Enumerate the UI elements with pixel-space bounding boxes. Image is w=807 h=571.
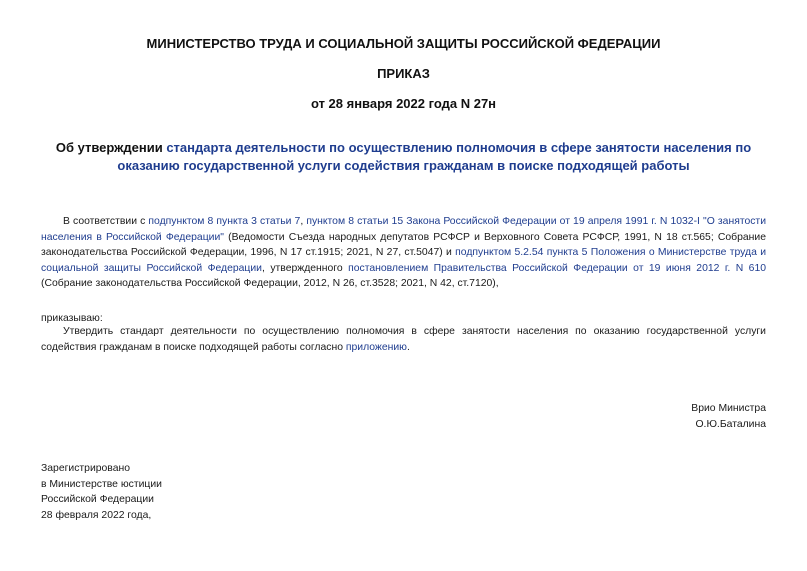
- signatory-name: О.Ю.Баталина: [695, 418, 766, 430]
- basis-paragraph: [41, 214, 766, 292]
- document-title: [30, 139, 777, 175]
- resolution-text: Утвердить стандарт деятельности по осуществлению полномочия в сфере занятости населения по оказанию государственной услуги содействия гражданам в поиске подходящей работы согласно: [41, 326, 766, 353]
- basis-text-1: В соответствии с: [63, 216, 149, 227]
- registration-block: [41, 461, 162, 523]
- registration-line-3: Российской Федерации: [41, 494, 154, 505]
- signature-block: [691, 401, 766, 432]
- law-article-15-link[interactable]: пунктом 8 статьи 15 Закона Российской Федерации от 19 апреля 1991 г. N 1032-I "О занятости населения в Российской Федерации": [41, 216, 766, 243]
- basis-text-2: ,: [300, 216, 307, 227]
- document-date: от 28 января 2022 года N 27н: [310, 96, 497, 111]
- registration-line-1: Зарегистрировано: [41, 463, 131, 474]
- signatory-position: Врио Министра: [691, 403, 766, 414]
- resolution-end: .: [406, 341, 410, 353]
- ministry-name: МИНИСТЕРСТВО ТРУДА И СОЦИАЛЬНОЙ ЗАЩИТЫ РОССИЙСКОЙ ФЕДЕРАЦИИ: [146, 36, 661, 51]
- basis-text-5: (Собрание законодательства Российской Федерации, 2012, N 26, ст.3528; 2021, N 42, ст.7120),: [41, 278, 499, 289]
- registration-line-2: в Министерстве юстиции: [41, 478, 162, 490]
- registration-line-4: 28 февраля 2022 года,: [41, 509, 152, 521]
- regulation-link[interactable]: подпунктом 5.2.54 пункта 5 Положения о Министерстве труда и социальной защиты Российской Федерации: [41, 247, 766, 274]
- appendix-link[interactable]: приложению: [345, 341, 407, 353]
- resolution-paragraph: [41, 324, 766, 355]
- document-type: ПРИКАЗ: [377, 66, 430, 81]
- law-article-7-link[interactable]: подпунктом 8 пункта 3 статьи 7: [148, 216, 301, 227]
- title-prefix: Об утверждении: [55, 140, 167, 155]
- basis-text-4: , утвержденного: [262, 262, 349, 274]
- standard-link[interactable]: стандарта деятельности по осуществлению полномочия в сфере занятости населения по оказанию государственной услуги содействия гражданам в поиске подходящей работы: [117, 140, 752, 173]
- government-decree-link[interactable]: постановлением Правительства Российской Федерации от 19 июня 2012 г. N 610: [348, 262, 767, 274]
- basis-text-3: (Ведомости Съезда народных депутатов РСФСР и Верховного Совета РСФСР, 1991, N 18 ст.565; Собрание законодательства Российской Федерации, 1996, N 17 ст.1915; 2021, N 27, ст.5047) и: [41, 231, 766, 258]
- order-word: приказываю:: [41, 313, 103, 324]
